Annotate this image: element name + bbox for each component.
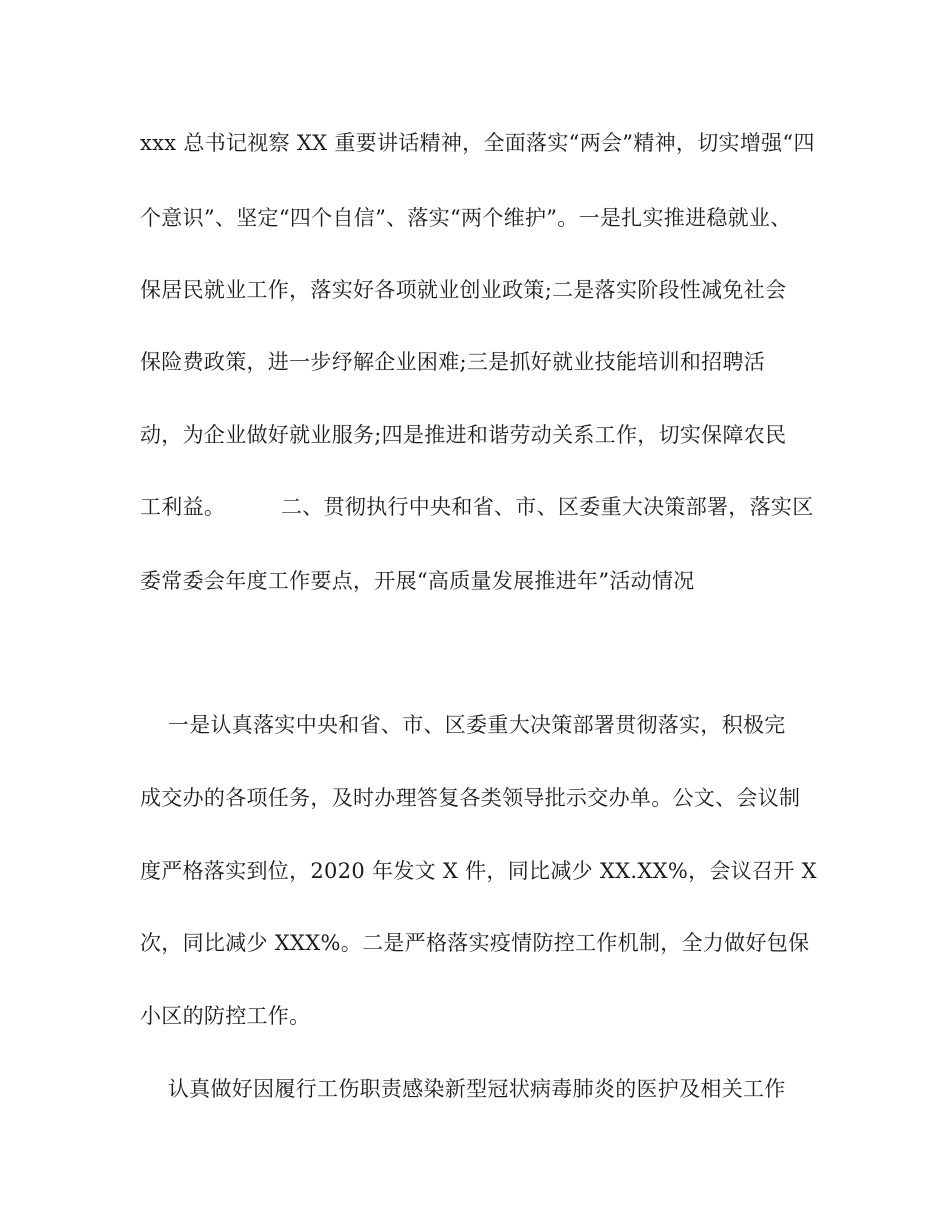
text-line: 度严格落实到位，2020 年发文 X 件，同比减少 XX.XX%，会议召开 X — [140, 859, 817, 883]
text-line: 动，为企业做好就业服务;四是推进和谐劳动关系工作，切实保障农民 — [140, 423, 787, 447]
text-line: 工利益。 二、贯彻执行中央和省、市、区委重大决策部署，落实区 — [140, 495, 814, 519]
text-line: 认真做好因履行工伤职责感染新型冠状病毒肺炎的医护及相关工作 — [140, 1077, 786, 1101]
text-line: 委常委会年度工作要点，开展“高质量发展推进年”活动情况 — [140, 569, 695, 593]
text-line: 个意识”、坚定“四个自信”、落实“两个维护”。一是扎实推进稳就业、 — [140, 206, 792, 230]
text-line: xxx 总书记视察 XX 重要讲话精神，全面落实“两会”精神，切实增强“四 — [140, 131, 815, 155]
text-line: 保险费政策，进一步纾解企业困难;三是抓好就业技能培训和招聘活 — [140, 350, 766, 374]
text-line: 小区的防控工作。 — [140, 1004, 311, 1028]
text-line: 成交办的各项任务，及时办理答复各类领导批示交办单。公文、会议制 — [140, 786, 801, 810]
text-line: 一是认真落实中央和省、市、区委重大决策部署贯彻落实，积极完 — [140, 713, 786, 737]
text-line: 次，同比减少 XXX%。二是严格落实疫情防控工作机制，全力做好包保 — [140, 931, 810, 955]
text-line: 保居民就业工作，落实好各项就业创业政策;二是落实阶段性减免社会 — [140, 278, 787, 302]
